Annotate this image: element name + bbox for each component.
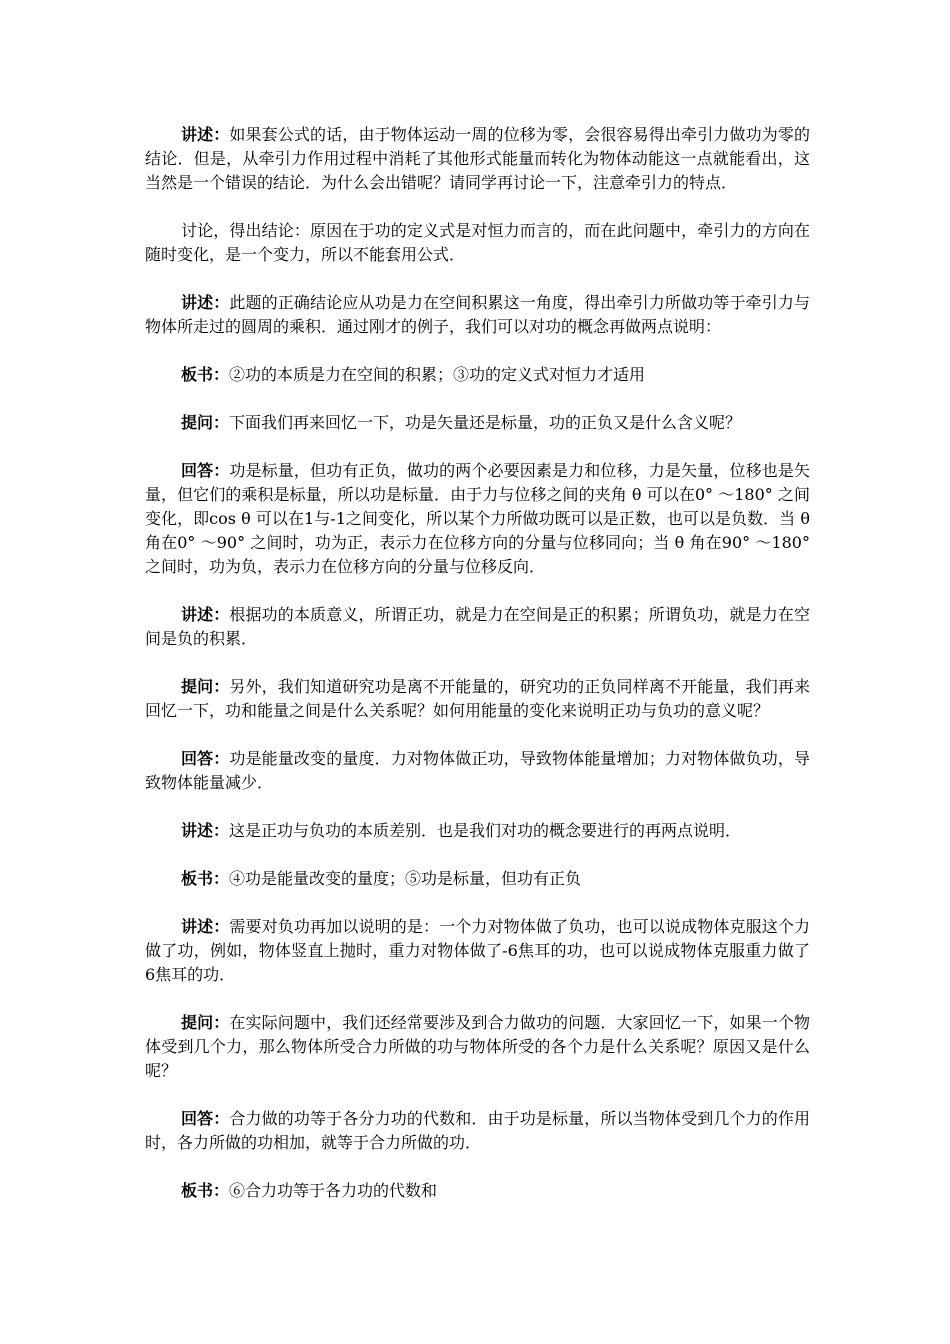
paragraph-text: 此题的正确结论应从功是力在空间积累这一角度，得出牵引力所做功等于牵引力与物体所走过的圆周的乘积．通过刚才的例子，我们可以对功的概念再做两点说明： (145, 293, 810, 336)
paragraph-text: 需要对负功再加以说明的是：一个力对物体做了负功，也可以说成物体克服这个力做了功，例如，物体竖直上抛时，重力对物体做了-6焦耳的功，也可以说成物体克服重力做了6焦耳的功． (145, 917, 810, 984)
paragraph-text: 另外，我们知道研究功是离不开能量的，研究功的正负同样离不开能量，我们再来回忆一下，功和能量之间是什么关系呢？如何用能量的变化来说明正功与负功的意义呢？ (145, 677, 810, 720)
paragraph (145, 819, 810, 843)
paragraph (145, 363, 810, 387)
paragraph (145, 747, 810, 795)
paragraph-label: 回答： (181, 461, 230, 480)
paragraph-text: 讨论，得出结论：原因在于功的定义式是对恒力而言的，而在此问题中，牵引力的方向在随时变化，是一个变力，所以不能套用公式． (145, 221, 810, 264)
paragraph-text: ②功的本质是力在空间的积累；③功的定义式对恒力才适用 (229, 365, 646, 384)
paragraph (145, 1179, 810, 1203)
paragraph-label: 板书： (181, 365, 230, 384)
paragraph-text: 如果套公式的话，由于物体运动一周的位移为零，会很容易得出牵引力做功为零的结论．但是，从牵引力作用过程中消耗了其他形式能量而转化为物体动能这一点就能看出，这当然是一个错误的结论．为什么会出错呢？请同学再讨论一下，注意牵引力的特点． (145, 125, 810, 192)
paragraph-label: 板书： (181, 1181, 230, 1200)
document-page (145, 123, 810, 1227)
paragraph-label: 讲述： (181, 821, 230, 840)
paragraph (145, 915, 810, 987)
paragraph-label: 板书： (181, 869, 230, 888)
paragraph-label: 讲述： (181, 605, 230, 624)
paragraph (145, 123, 810, 195)
paragraph (145, 459, 810, 579)
paragraph (145, 411, 810, 435)
paragraph-text: 功是标量，但功有正负，做功的两个必要因素是力和位移，力是矢量，位移也是矢量，但它们的乘积是标量，所以功是标量．由于力与位移之间的夹角 θ 可以在0° ～180° 之间变化，即cos θ 可以在1与-1之间变化，所以某个力所做功既可以是正数，也可以是负数．当 θ 角在0° ～90° 之间时，功为正，表示力在位移方向的分量与位移同向；当 θ 角在90° ～180° 之间时，功为负，表示力在位移方向的分量与位移反向． (145, 461, 810, 576)
paragraph-text: ⑥合力功等于各力功的代数和 (229, 1181, 438, 1200)
paragraph-text: 根据功的本质意义，所谓正功，就是力在空间是正的积累；所谓负功，就是力在空间是负的积累． (145, 605, 810, 648)
paragraph (145, 1107, 810, 1155)
paragraph (145, 675, 810, 723)
paragraph-text: 下面我们再来回忆一下，功是矢量还是标量，功的正负又是什么含义呢？ (229, 413, 742, 432)
paragraph-label: 提问： (181, 413, 230, 432)
paragraph-text: 在实际问题中，我们还经常要涉及到合力做功的问题．大家回忆一下，如果一个物体受到几个力，那么物体所受合力所做的功与物体所受的各个力是什么关系呢？原因又是什么呢？ (145, 1013, 810, 1080)
paragraph (145, 867, 810, 891)
paragraph-text: 合力做的功等于各分力功的代数和．由于功是标量，所以当物体受到几个力的作用时，各力所做的功相加，就等于合力所做的功． (145, 1109, 810, 1152)
paragraph-label: 讲述： (181, 917, 230, 936)
paragraph-text: 这是正功与负功的本质差别．也是我们对功的概念要进行的再两点说明． (229, 821, 742, 840)
paragraph-label: 讲述： (181, 125, 230, 144)
paragraph (145, 219, 810, 267)
paragraph-label: 提问： (181, 1013, 230, 1032)
paragraph-label: 回答： (181, 1109, 230, 1128)
paragraph-label: 回答： (181, 749, 230, 768)
paragraph (145, 1011, 810, 1083)
paragraph-label: 提问： (181, 677, 230, 696)
paragraph (145, 603, 810, 651)
paragraph (145, 291, 810, 339)
paragraph-text: 功是能量改变的量度．力对物体做正功，导致物体能量增加；力对物体做负功，导致物体能量减少． (145, 749, 810, 792)
paragraph-label: 讲述： (181, 293, 230, 312)
paragraph-text: ④功是能量改变的量度；⑤功是标量，但功有正负 (229, 869, 582, 888)
